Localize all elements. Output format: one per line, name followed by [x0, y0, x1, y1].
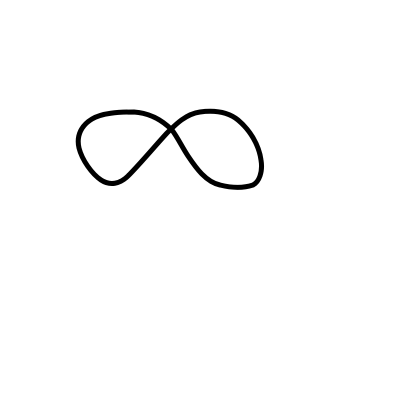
infinity-stroke: [78, 111, 261, 187]
